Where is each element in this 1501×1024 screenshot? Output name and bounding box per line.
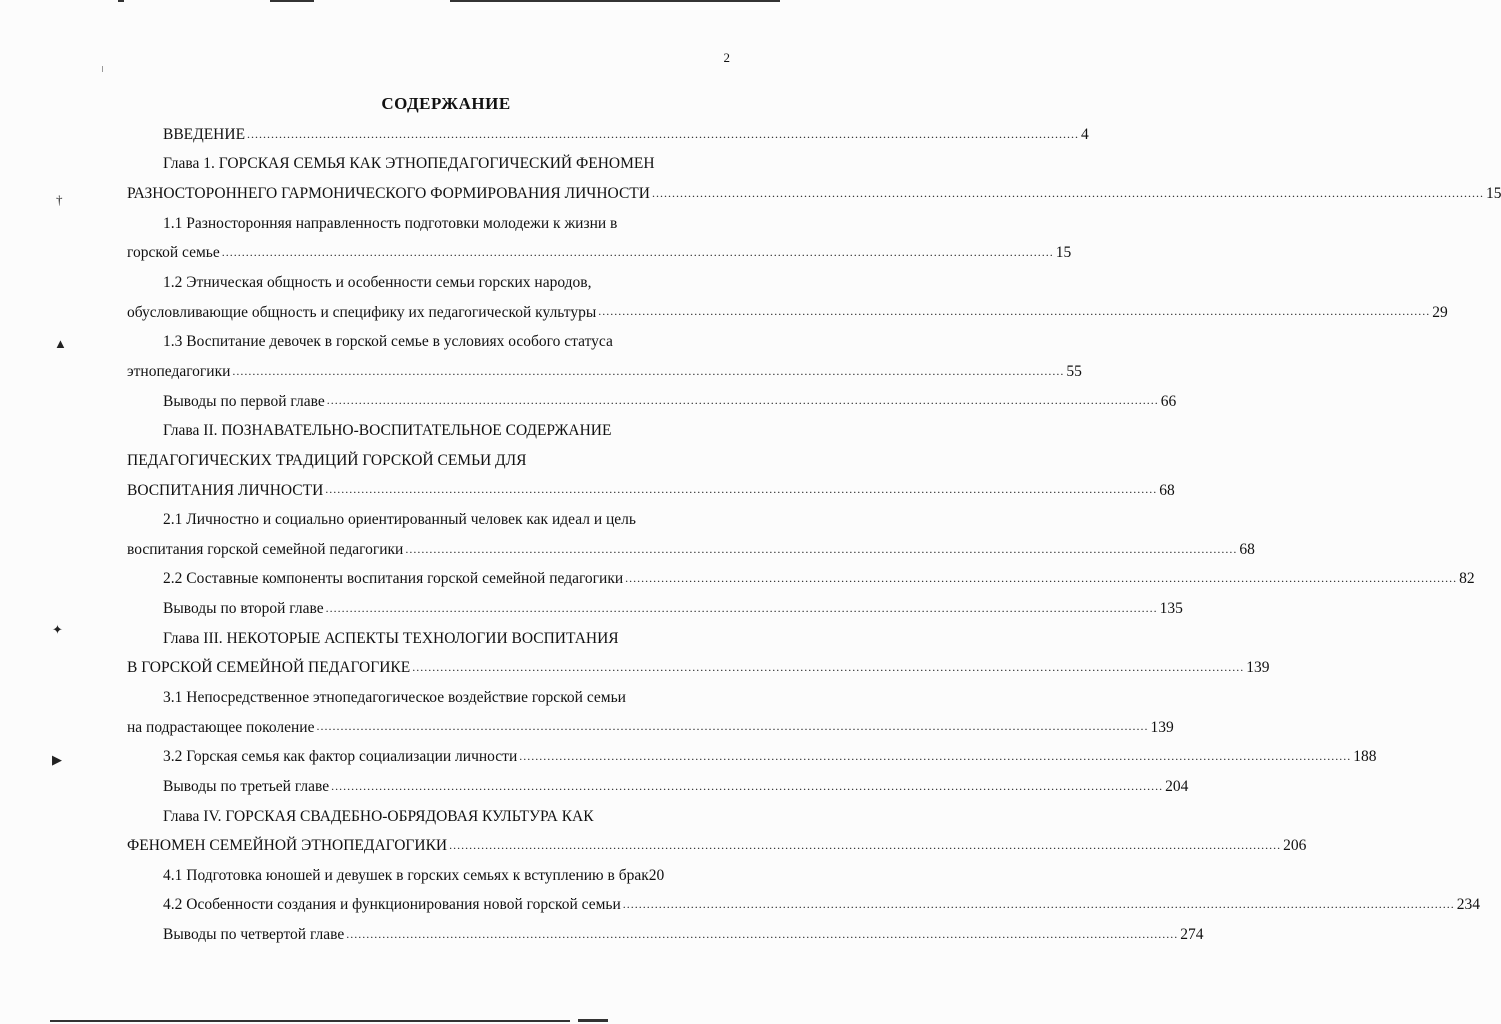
toc-entry-text: обусловливающие общность и специфику их педагогической культуры [127, 303, 597, 321]
toc-page-number: 29 [1432, 303, 1448, 321]
toc-entry-text: ФЕНОМЕН СЕМЕЙНОЙ ЭТНОПЕДАГОГИКИ [127, 837, 448, 855]
dot-leader: ................................................................................................................................................................................................................ [449, 838, 1282, 853]
toc-entry-text: 2.1 Личностно и социально ориентированный человек как идеал и цель [163, 511, 636, 529]
toc-page-number: 15 [1055, 244, 1072, 262]
toc-entry-text: 3.1 Непосредственное этнопедагогическое воздействие горской семьи [163, 688, 626, 706]
toc-line [127, 535, 1255, 565]
dot-leader: ................................................................................................................................................................................................................ [598, 304, 1431, 319]
toc-page-number: 234 [1456, 896, 1480, 914]
toc-entry-text: 4.1 Подготовка юношей и девушек в горских семьях к вступлению в брак20 [163, 866, 665, 884]
toc-page-number: 274 [1180, 926, 1204, 944]
toc-page-number: 68 [1159, 481, 1175, 499]
toc-entry-text: Глава IV. ГОРСКАЯ СВАДЕБНО-ОБРЯДОВАЯ КУЛЬТУРА КАК [163, 807, 594, 825]
toc-line [127, 742, 1377, 772]
toc-page-number: 55 [1066, 362, 1082, 380]
toc-entry-text: воспитания горской семейной педагогики [127, 540, 404, 558]
margin-mark-4: ▶ [52, 752, 62, 767]
dot-leader: ................................................................................................................................................................................................................ [519, 749, 1352, 764]
toc-entry-text: Выводы по третьей главе [163, 777, 330, 795]
toc-line [127, 327, 731, 357]
table-of-contents [127, 120, 1501, 950]
toc-entry-text: Выводы по первой главе [163, 392, 325, 410]
toc-entry-text: 2.2 Составные компоненты воспитания горской семейной педагогики [163, 570, 624, 588]
toc-line [127, 357, 1082, 387]
toc-line [127, 920, 1204, 950]
toc-page-number: 204 [1165, 777, 1189, 795]
toc-entry-text: Глава II. ПОЗНАВАТЕЛЬНО-ВОСПИТАТЕЛЬНОЕ СОДЕРЖАНИЕ [163, 422, 612, 440]
dot-leader: ................................................................................................................................................................................................................ [405, 541, 1238, 556]
toc-entry-text: ВОСПИТАНИЯ ЛИЧНОСТИ [127, 481, 324, 499]
toc-line [127, 861, 731, 891]
toc-entry-text: горской семье [127, 244, 220, 262]
dot-leader: ................................................................................................................................................................................................................ [622, 897, 1455, 912]
toc-page-number: 15 [1485, 185, 1501, 203]
toc-page-number: 82 [1459, 570, 1475, 588]
toc-line [127, 446, 731, 476]
margin-tick [102, 66, 103, 72]
toc-line [127, 120, 1089, 150]
toc-line [127, 891, 1480, 921]
toc-line [127, 654, 1270, 684]
toc-line [127, 416, 731, 446]
toc-page-number: 188 [1353, 748, 1377, 766]
dot-leader: ................................................................................................................................................................................................................ [247, 126, 1080, 141]
toc-page-number: 68 [1239, 540, 1255, 558]
toc-entry-text: В ГОРСКОЙ СЕМЕЙНОЙ ПЕДАГОГИКЕ [127, 659, 411, 677]
toc-entry-text: Глава 1. ГОРСКАЯ СЕМЬЯ КАК ЭТНОПЕДАГОГИЧЕСКИЙ ФЕНОМЕН [163, 155, 655, 173]
margin-mark-3: ✦ [52, 622, 63, 637]
toc-entry-text: 3.2 Горская семья как фактор социализации личности [163, 748, 518, 766]
scan-line-top-right [450, 0, 780, 2]
toc-entry-text: ВВЕДЕНИЕ [163, 125, 246, 143]
toc-line [127, 772, 1189, 802]
toc-line [127, 209, 731, 239]
toc-entry-text: 4.2 Особенности создания и функционирования новой горской семьи [163, 896, 621, 914]
dot-leader: ................................................................................................................................................................................................................ [651, 185, 1484, 200]
toc-entry-text: ПЕДАГОГИЧЕСКИХ ТРАДИЦИЙ ГОРСКОЙ СЕМЬИ ДЛЯ [127, 451, 527, 469]
margin-mark-2: ▲ [54, 336, 67, 351]
toc-page-number: 66 [1160, 392, 1177, 410]
toc-entry-text: 1.1 Разносторонняя направленность подготовки молодежи к жизни в [163, 214, 618, 232]
scan-line-bottom-right [578, 1019, 608, 1022]
toc-page-number: 139 [1150, 718, 1174, 736]
toc-line [127, 387, 1177, 417]
scan-line-top-center [270, 0, 314, 2]
dot-leader: ................................................................................................................................................................................................................ [412, 660, 1245, 675]
dot-leader: ................................................................................................................................................................................................................ [325, 600, 1158, 615]
toc-entry-text: на подрастающее поколение [127, 718, 315, 736]
toc-page-number: 139 [1246, 659, 1270, 677]
toc-line [127, 624, 731, 654]
page-number: 2 [723, 50, 730, 65]
margin-mark-1: † [56, 192, 63, 207]
toc-entry-text: Выводы по второй главе [163, 600, 324, 618]
toc-line [127, 802, 731, 832]
dot-leader: ................................................................................................................................................................................................................ [625, 571, 1458, 586]
dot-leader: ................................................................................................................................................................................................................ [346, 926, 1179, 941]
dot-leader: ................................................................................................................................................................................................................ [331, 778, 1164, 793]
toc-page-number: 206 [1283, 837, 1307, 855]
toc-line [127, 239, 1072, 269]
toc-line [127, 150, 731, 180]
toc-line [127, 831, 1307, 861]
toc-entry-text: Выводы по четвертой главе [163, 926, 345, 944]
toc-page-number: 4 [1081, 125, 1089, 143]
toc-line [127, 179, 1501, 209]
dot-leader: ................................................................................................................................................................................................................ [326, 393, 1159, 408]
toc-line [127, 594, 1183, 624]
toc-entry-text: Глава III. НЕКОТОРЫЕ АСПЕКТЫ ТЕХНОЛОГИИ ВОСПИТАНИЯ [163, 629, 619, 647]
dot-leader: ................................................................................................................................................................................................................ [316, 719, 1149, 734]
toc-line [127, 268, 731, 298]
toc-entry-text: 1.2 Этническая общность и особенности семьи горских народов, [163, 274, 592, 292]
toc-line [127, 565, 1475, 595]
toc-line [127, 505, 731, 535]
toc-line [127, 683, 731, 713]
toc-page-number: 135 [1159, 600, 1183, 618]
page-title: СОДЕРЖАНИЕ [381, 94, 511, 113]
toc-line [127, 713, 1174, 743]
toc-entry-text: 1.3 Воспитание девочек в горской семье в условиях особого статуса [163, 333, 613, 351]
toc-line [127, 476, 1175, 506]
dot-leader: ................................................................................................................................................................................................................ [221, 245, 1054, 260]
scan-line-bottom [50, 1020, 570, 1022]
toc-entry-text: РАЗНОСТОРОННЕГО ГАРМОНИЧЕСКОГО ФОРМИРОВАНИЯ ЛИЧНОСТИ [127, 185, 650, 203]
toc-entry-text: этнопедагогики [127, 362, 231, 380]
dot-leader: ................................................................................................................................................................................................................ [325, 482, 1158, 497]
scan-line-top-left [118, 0, 124, 2]
dot-leader: ................................................................................................................................................................................................................ [232, 363, 1065, 378]
toc-line [127, 298, 1448, 328]
